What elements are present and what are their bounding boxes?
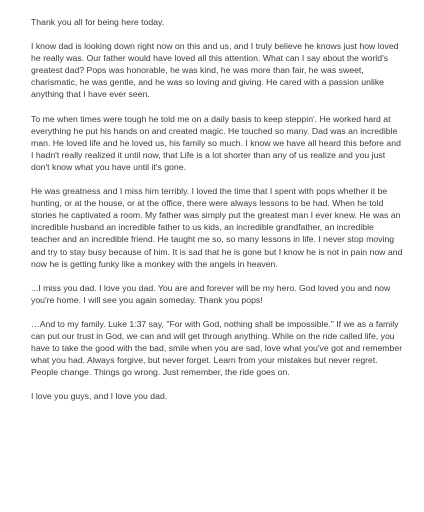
paragraph-greeting: Thank you all for being here today.	[31, 17, 165, 27]
paragraph-family: …And to my family. Luke 1:37 say, "For with God, nothing shall be impossible." If we as a family can put our trust in God, we can and will get through anything. While on the ride called life, you have to take the good with the bad, smile when you are sad, love what you've got and remember what you had. Always forgive, but never forget. Learn from your mistakes but never regret. People change. Things go wrong. Just remember, the ride goes on.	[31, 318, 403, 378]
paragraph-honorable: I know dad is looking down right now on this and us, and I truly believe he knows just how loved he really was. Our father would have loved all this attention. What can I say about the world's greatest dad? Pops was honorable, he was kind, he was more than fair, he was sweet, charismatic, he was gentle, and he was so loving and giving. He cared with a passion unlike anything that I have ever seen.	[31, 41, 399, 100]
paragraph-greatness: He was greatness and I miss him terribly. I loved the time that I spent with pops whether it be hunting, or at the house, or at the office, there were always lessons to be had. When he told stories he captivated a room. My father was simply put the greatest man I ever knew. He was an incredible husband an incredible father to us kids, an incredible grandfather, an incredible teacher and an incredible friend. He taught me so, so many lessons in life. I never stop moving and try to stay busy because of him. It is sad that he is gone but I know he is not in pain now and now he is getting funky like a monkey with the angels in heaven.	[31, 186, 403, 269]
paragraph-miss-you: ...I miss you dad. I love you dad. You are and forever will be my hero. God loved you and now you're home. I will see you again someday. Thank you pops!	[31, 282, 391, 305]
paragraph-keep-steppin: To me when times were tough he told me on a daily basis to keep steppin'. He worked hard at everything he put his hands on and created magic. He touched so many. Dad was an incredible man. He loved life and he loved us, his family so much. I know we have all heard this before and I hadn't really realized it until now, that Life is a lot shorter than any of us realize and you just don't know what you have until it's gone.	[31, 113, 401, 172]
paragraph-closing: I love you guys, and I love you dad.	[31, 391, 168, 402]
document-page	[31, 16, 403, 414]
